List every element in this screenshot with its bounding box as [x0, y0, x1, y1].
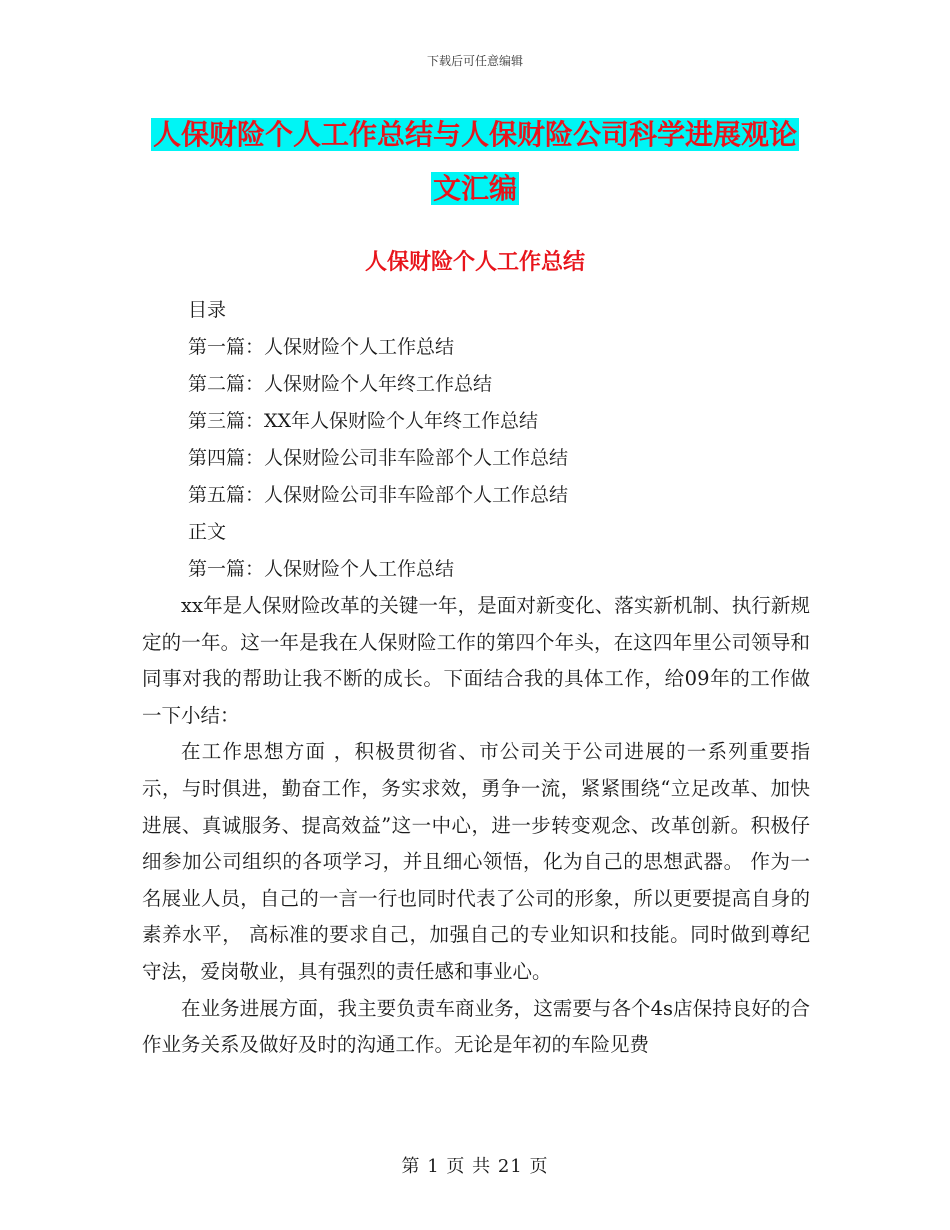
first-section-heading: 第一篇：人保财险个人工作总结: [188, 558, 455, 580]
main-title: [0, 108, 950, 216]
toc-item: 第三篇：XX年人保财险个人年终工作总结: [188, 410, 539, 432]
page-footer: 第 1 页 共 21 页: [401, 1156, 549, 1177]
table-of-contents: [188, 292, 828, 588]
main-title-line2: 文汇编: [432, 172, 517, 205]
toc-item: 第一篇：人保财险个人工作总结: [188, 336, 455, 358]
body-text: [142, 588, 810, 1064]
toc-item: 第四篇：人保财险公司非车险部个人工作总结: [188, 447, 569, 469]
header-note: 下载后可任意编辑: [426, 54, 523, 68]
toc-heading: 目录: [188, 299, 227, 321]
toc-item: 第二篇：人保财险个人年终工作总结: [188, 373, 493, 395]
toc-item: 第五篇：人保财险公司非车险部个人工作总结: [188, 484, 569, 506]
paragraph: 在业务进展方面，我主要负责车商业务，这需要与各个4s店保持良好的合作业务关系及做好及时的沟通工作。无论是年初的车险见费: [142, 996, 810, 1057]
main-title-line1: 人保财险个人工作总结与人保财险公司科学进展观论: [152, 118, 797, 151]
paragraph: xx年是人保财险改革的关键一年，是面对新变化、落实新机制、执行新规定的一年。这一年是我在人保财险工作的第四个年头，在这四年里公司领导和同事对我的帮助让我不断的成长。下面结合我的具体工作，给09年的工作做一下小结：: [142, 594, 810, 727]
body-label: 正文: [188, 521, 227, 543]
section-title: 人保财险个人工作总结: [364, 249, 585, 275]
paragraph: 在工作思想方面 ，积极贯彻省、市公司关于公司进展的一系列重要指示，与时俱进，勤奋工作，务实求效，勇争一流，紧紧围绕“立足改革、加快进展、真诚服务、提高效益”这一中心，进一步转变观念、改革创新。积极仔细参加公司组织的各项学习，并且细心领悟，化为自己的思想武器。 作为一名展业人员，自己的一言一行也同时代表了公司的形象，所以更要提高自身的素养水平， 高标准的要求自己，加强自己的专业知识和技能。同时做到尊纪守法，爱岗敬业，具有强烈的责任感和事业心。: [142, 740, 810, 983]
